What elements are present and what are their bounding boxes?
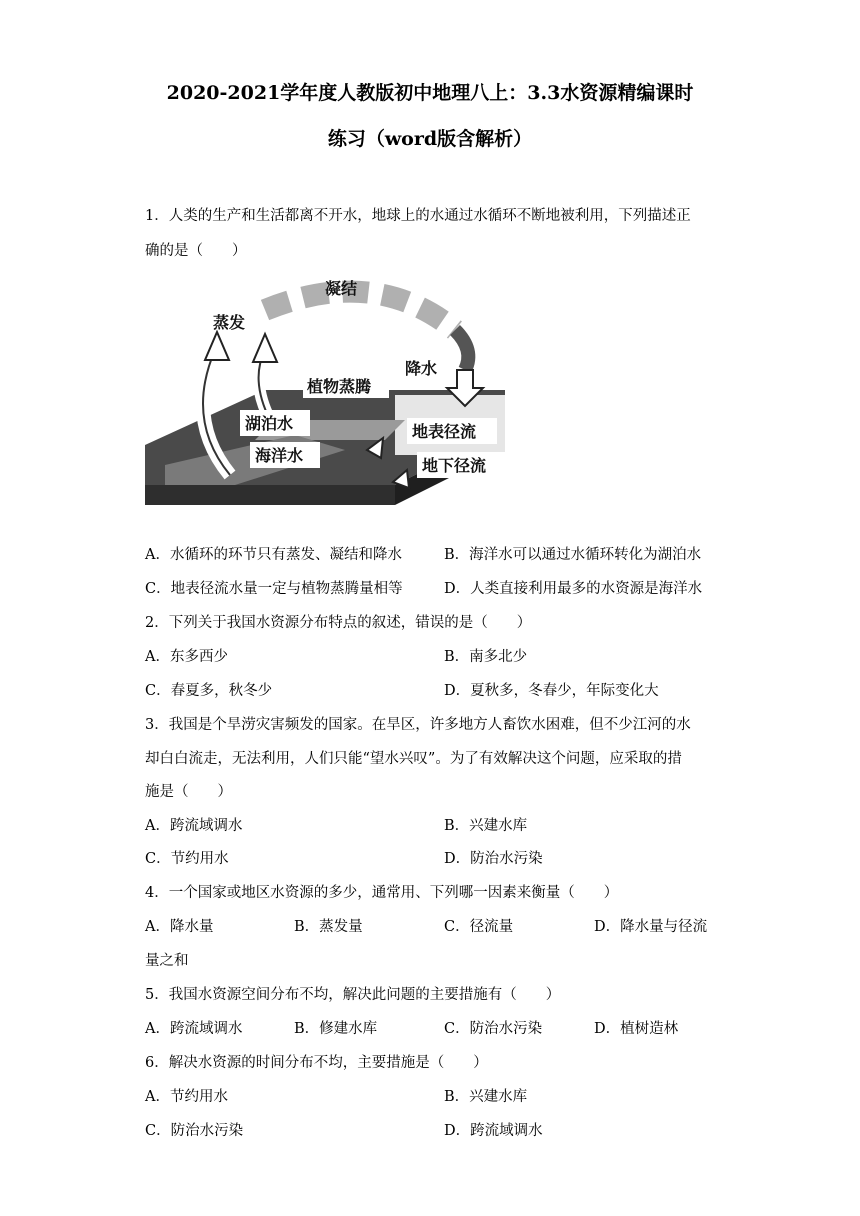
cloud-arc (265, 292, 455, 330)
q5-option-a[interactable]: A．跨流域调水 (145, 1021, 243, 1037)
q2-option-b[interactable]: B．南多北少 (444, 649, 528, 665)
q5-option-c[interactable]: C．防治水污染 (444, 1021, 543, 1037)
q2-stem: 2．下列关于我国水资源分布特点的叙述，错误的是（ ） (145, 615, 532, 631)
document-title-line2: 练习（word版含解析） (327, 128, 533, 150)
q6-option-a[interactable]: A．节约用水 (145, 1089, 228, 1105)
q1-stem-line1: 1．人类的生产和生活都离不开水，地球上的水通过水循环不断地被利用，下列描述正 (145, 208, 691, 224)
evaporation-arrow-1 (205, 332, 229, 360)
q3-option-a[interactable]: A．跨流域调水 (145, 818, 243, 834)
q3-stem-line2: 却白白流走，无法利用，人们只能“望水兴叹”。为了有效解决这个问题，应采取的措 (145, 751, 682, 767)
q6-option-d[interactable]: D．跨流域调水 (444, 1123, 543, 1139)
q4-option-b[interactable]: B．蒸发量 (294, 919, 363, 935)
q3-option-d[interactable]: D．防治水污染 (444, 851, 543, 867)
water-cycle-diagram (145, 270, 505, 520)
q3-stem-line1: 3．我国是个旱涝灾害频发的国家。在旱区，许多地方人畜饮水困难，但不少江河的水 (145, 717, 691, 733)
label-evaporation: 蒸发 (213, 313, 246, 332)
q6-stem: 6．解决水资源的时间分布不均，主要措施是（ ） (145, 1055, 488, 1071)
q1-option-a[interactable]: A．水循环的环节只有蒸发、凝结和降水 (145, 547, 402, 563)
q6-option-b[interactable]: B．兴建水库 (444, 1089, 528, 1105)
label-transpiration: 植物蒸腾 (307, 377, 372, 396)
q1-option-c[interactable]: C．地表径流水量一定与植物蒸腾量相等 (145, 581, 403, 597)
q3-stem-line3: 施是（ ） (145, 784, 232, 800)
q1-option-b[interactable]: B．海洋水可以通过水循环转化为湖泊水 (444, 547, 702, 563)
q3-option-c[interactable]: C．节约用水 (145, 851, 229, 867)
q5-option-d[interactable]: D．植树造林 (594, 1021, 679, 1037)
document-title-line1: 2020-2021学年度人教版初中地理八上：3.3水资源精编课时 (166, 82, 694, 104)
q5-stem: 5．我国水资源空间分布不均，解决此问题的主要措施有（ ） (145, 987, 561, 1003)
label-condensation: 凝结 (325, 279, 358, 298)
label-ocean: 海洋水 (255, 446, 304, 465)
cloud-arc-end (455, 330, 468, 370)
q2-option-c[interactable]: C．春夏多，秋冬少 (145, 683, 273, 699)
q2-option-d[interactable]: D．夏秋多，冬春少，年际变化大 (444, 683, 659, 699)
label-surface-runoff: 地表径流 (412, 422, 477, 441)
q4-option-d[interactable]: D．降水量与径流 (594, 919, 708, 935)
q2-option-a[interactable]: A．东多西少 (145, 649, 228, 665)
label-lake: 湖泊水 (245, 414, 294, 433)
q1-option-d[interactable]: D．人类直接利用最多的水资源是海洋水 (444, 581, 703, 597)
q4-option-a[interactable]: A．降水量 (145, 919, 214, 935)
q4-stem: 4．一个国家或地区水资源的多少，通常用、下列哪一因素来衡量（ ） (145, 885, 619, 901)
label-groundwater-runoff: 地下径流 (422, 456, 487, 475)
q4-option-c[interactable]: C．径流量 (444, 919, 514, 935)
q3-option-b[interactable]: B．兴建水库 (444, 818, 528, 834)
q4-option-d-continued: 量之和 (145, 953, 189, 969)
q5-option-b[interactable]: B．修建水库 (294, 1021, 378, 1037)
q6-option-c[interactable]: C．防治水污染 (145, 1123, 244, 1139)
evaporation-arrow-2 (253, 334, 277, 362)
land-front (145, 485, 395, 505)
q1-stem-line2: 确的是（ ） (145, 243, 247, 259)
water-cycle-figure (145, 270, 505, 520)
label-precipitation: 降水 (405, 359, 438, 378)
